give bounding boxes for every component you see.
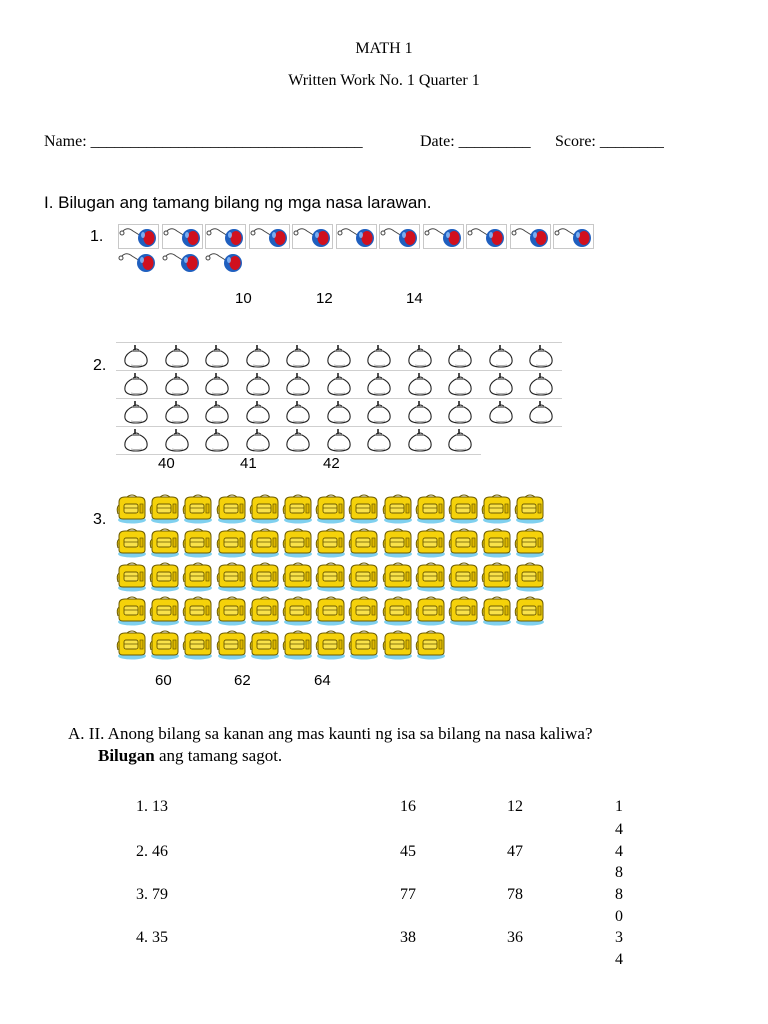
sack-icon: [122, 428, 150, 457]
yoyo-icon: [162, 224, 203, 249]
sack-icon: [487, 400, 515, 429]
sack-icon: [244, 400, 272, 429]
item1-choice: 14: [406, 290, 423, 307]
backpack-icon: [115, 630, 148, 665]
yoyo-icon: [205, 250, 246, 275]
sack-icon: [325, 344, 353, 373]
sack-icon: [284, 428, 312, 457]
backpack-icon: [513, 494, 546, 529]
sack-icon: [203, 428, 231, 457]
sack-icon: [325, 428, 353, 457]
answer-option: 45: [400, 843, 416, 860]
part2-bold-word: Bilugan: [98, 746, 155, 765]
part2-instruction-rest: ang tamang sagot.: [154, 746, 283, 765]
backpack-icon: [480, 562, 513, 597]
page-title: MATH 1: [355, 40, 413, 57]
backpack-icon: [281, 630, 314, 665]
backpack-icon: [148, 562, 181, 597]
sack-icon: [244, 344, 272, 373]
sack-icon: [203, 344, 231, 373]
backpack-icon: [248, 630, 281, 665]
sack-picture-grid: [116, 342, 562, 456]
yoyo-icon: [336, 224, 377, 249]
answer-option-bottom-digit: 4: [615, 821, 623, 838]
backpack-icon: [281, 562, 314, 597]
backpack-icon: [215, 494, 248, 529]
answer-option-top-digit: 8: [615, 886, 623, 903]
backpack-icon: [447, 562, 480, 597]
sack-icon: [284, 372, 312, 401]
backpack-icon: [248, 562, 281, 597]
part2-instruction: A. II. Anong bilang sa kanan ang mas kaunti ng isa sa bilang na nasa kaliwa?: [68, 724, 593, 743]
yoyo-icon: [118, 250, 159, 275]
sack-icon: [325, 400, 353, 429]
backpack-icon: [513, 596, 546, 631]
question-label: 2. 46: [136, 843, 168, 860]
sack-icon: [244, 428, 272, 457]
backpack-icon: [314, 494, 347, 529]
sack-icon: [406, 372, 434, 401]
yoyo-icon: [466, 224, 507, 249]
backpack-picture-grid: [115, 494, 555, 666]
yoyo-icon: [205, 224, 246, 249]
answer-option: 77: [400, 886, 416, 903]
page-subtitle: Written Work No. 1 Quarter 1: [288, 72, 480, 89]
backpack-icon: [414, 630, 447, 665]
backpack-icon: [248, 494, 281, 529]
backpack-icon: [181, 562, 214, 597]
sack-icon: [284, 400, 312, 429]
answer-option: 36: [507, 929, 523, 946]
answer-option-bottom-digit: 0: [615, 908, 623, 925]
question-label: 3. 79: [136, 886, 168, 903]
item2-number: 2.: [93, 357, 107, 374]
backpack-icon: [513, 562, 546, 597]
item2-choice: 41: [240, 455, 257, 472]
backpack-icon: [148, 596, 181, 631]
backpack-icon: [281, 596, 314, 631]
backpack-icon: [347, 494, 380, 529]
backpack-icon: [347, 596, 380, 631]
sack-icon: [325, 372, 353, 401]
answer-option-top-digit: 3: [615, 929, 623, 946]
answer-option-top-digit: 4: [615, 843, 623, 860]
backpack-icon: [181, 494, 214, 529]
sack-icon: [163, 344, 191, 373]
backpack-icon: [215, 528, 248, 563]
backpack-icon: [447, 596, 480, 631]
backpack-icon: [181, 630, 214, 665]
answer-option-bottom-digit: 4: [615, 951, 623, 968]
yoyo-icon: [162, 250, 203, 275]
sack-icon: [163, 428, 191, 457]
sack-icon: [406, 344, 434, 373]
backpack-icon: [447, 528, 480, 563]
backpack-icon: [447, 494, 480, 529]
answer-option-bottom-digit: 8: [615, 864, 623, 881]
part1-instruction: I. Bilugan ang tamang bilang ng mga nasa larawan.: [44, 193, 432, 212]
backpack-icon: [248, 528, 281, 563]
backpack-icon: [215, 596, 248, 631]
backpack-icon: [215, 630, 248, 665]
backpack-icon: [181, 528, 214, 563]
sack-icon: [446, 400, 474, 429]
answer-option: 16: [400, 798, 416, 815]
sack-icon: [487, 372, 515, 401]
backpack-icon: [381, 494, 414, 529]
name-field: Name: __________________________________: [44, 133, 363, 150]
backpack-icon: [148, 494, 181, 529]
yoyo-icon: [510, 224, 551, 249]
answer-option: 78: [507, 886, 523, 903]
backpack-icon: [347, 562, 380, 597]
backpack-icon: [381, 528, 414, 563]
backpack-icon: [513, 528, 546, 563]
backpack-icon: [115, 528, 148, 563]
sack-icon: [446, 344, 474, 373]
backpack-icon: [314, 562, 347, 597]
backpack-icon: [281, 528, 314, 563]
date-field: Date: _________: [420, 133, 531, 150]
sack-icon: [284, 344, 312, 373]
yoyo-icon: [118, 224, 159, 249]
part2-instruction-line2: [98, 746, 282, 766]
sack-icon: [122, 372, 150, 401]
backpack-icon: [347, 528, 380, 563]
grid-line: [116, 342, 562, 343]
backpack-icon: [314, 630, 347, 665]
sack-icon: [527, 372, 555, 401]
item1-choice: 10: [235, 290, 252, 307]
item3-number: 3.: [93, 511, 107, 528]
backpack-icon: [414, 596, 447, 631]
backpack-icon: [414, 494, 447, 529]
backpack-icon: [148, 528, 181, 563]
backpack-icon: [115, 596, 148, 631]
backpack-icon: [281, 494, 314, 529]
yoyo-icon: [423, 224, 464, 249]
sack-icon: [406, 428, 434, 457]
question-label: 1. 13: [136, 798, 168, 815]
backpack-icon: [314, 596, 347, 631]
sack-icon: [122, 400, 150, 429]
answer-option: 12: [507, 798, 523, 815]
backpack-icon: [480, 494, 513, 529]
item3-choice: 62: [234, 672, 251, 689]
yoyo-icon: [249, 224, 290, 249]
item1-choice: 12: [316, 290, 333, 307]
backpack-icon: [148, 630, 181, 665]
item3-choice: 60: [155, 672, 172, 689]
item2-choice: 40: [158, 455, 175, 472]
backpack-icon: [115, 494, 148, 529]
yoyo-picture-grid: [118, 224, 598, 276]
yoyo-icon: [379, 224, 420, 249]
backpack-icon: [181, 596, 214, 631]
backpack-icon: [480, 596, 513, 631]
item1-number: 1.: [90, 228, 104, 245]
backpack-icon: [314, 528, 347, 563]
sack-icon: [122, 344, 150, 373]
sack-icon: [203, 400, 231, 429]
backpack-icon: [115, 562, 148, 597]
sack-icon: [163, 372, 191, 401]
sack-icon: [406, 400, 434, 429]
sack-icon: [203, 372, 231, 401]
sack-icon: [163, 400, 191, 429]
sack-icon: [365, 344, 393, 373]
answer-option: 47: [507, 843, 523, 860]
sack-icon: [527, 344, 555, 373]
backpack-icon: [414, 562, 447, 597]
yoyo-icon: [292, 224, 333, 249]
item2-choice: 42: [323, 455, 340, 472]
sack-icon: [487, 344, 515, 373]
sack-icon: [365, 400, 393, 429]
yoyo-icon: [553, 224, 594, 249]
backpack-icon: [414, 528, 447, 563]
backpack-icon: [381, 562, 414, 597]
backpack-icon: [347, 630, 380, 665]
answer-option: 38: [400, 929, 416, 946]
sack-icon: [365, 372, 393, 401]
backpack-icon: [381, 630, 414, 665]
sack-icon: [365, 428, 393, 457]
sack-icon: [527, 400, 555, 429]
sack-icon: [446, 428, 474, 457]
question-label: 4. 35: [136, 929, 168, 946]
sack-icon: [244, 372, 272, 401]
item3-choice: 64: [314, 672, 331, 689]
sack-icon: [446, 372, 474, 401]
backpack-icon: [215, 562, 248, 597]
backpack-icon: [480, 528, 513, 563]
backpack-icon: [381, 596, 414, 631]
backpack-icon: [248, 596, 281, 631]
answer-option-top-digit: 1: [615, 798, 623, 815]
score-field: Score: ________: [555, 133, 664, 150]
